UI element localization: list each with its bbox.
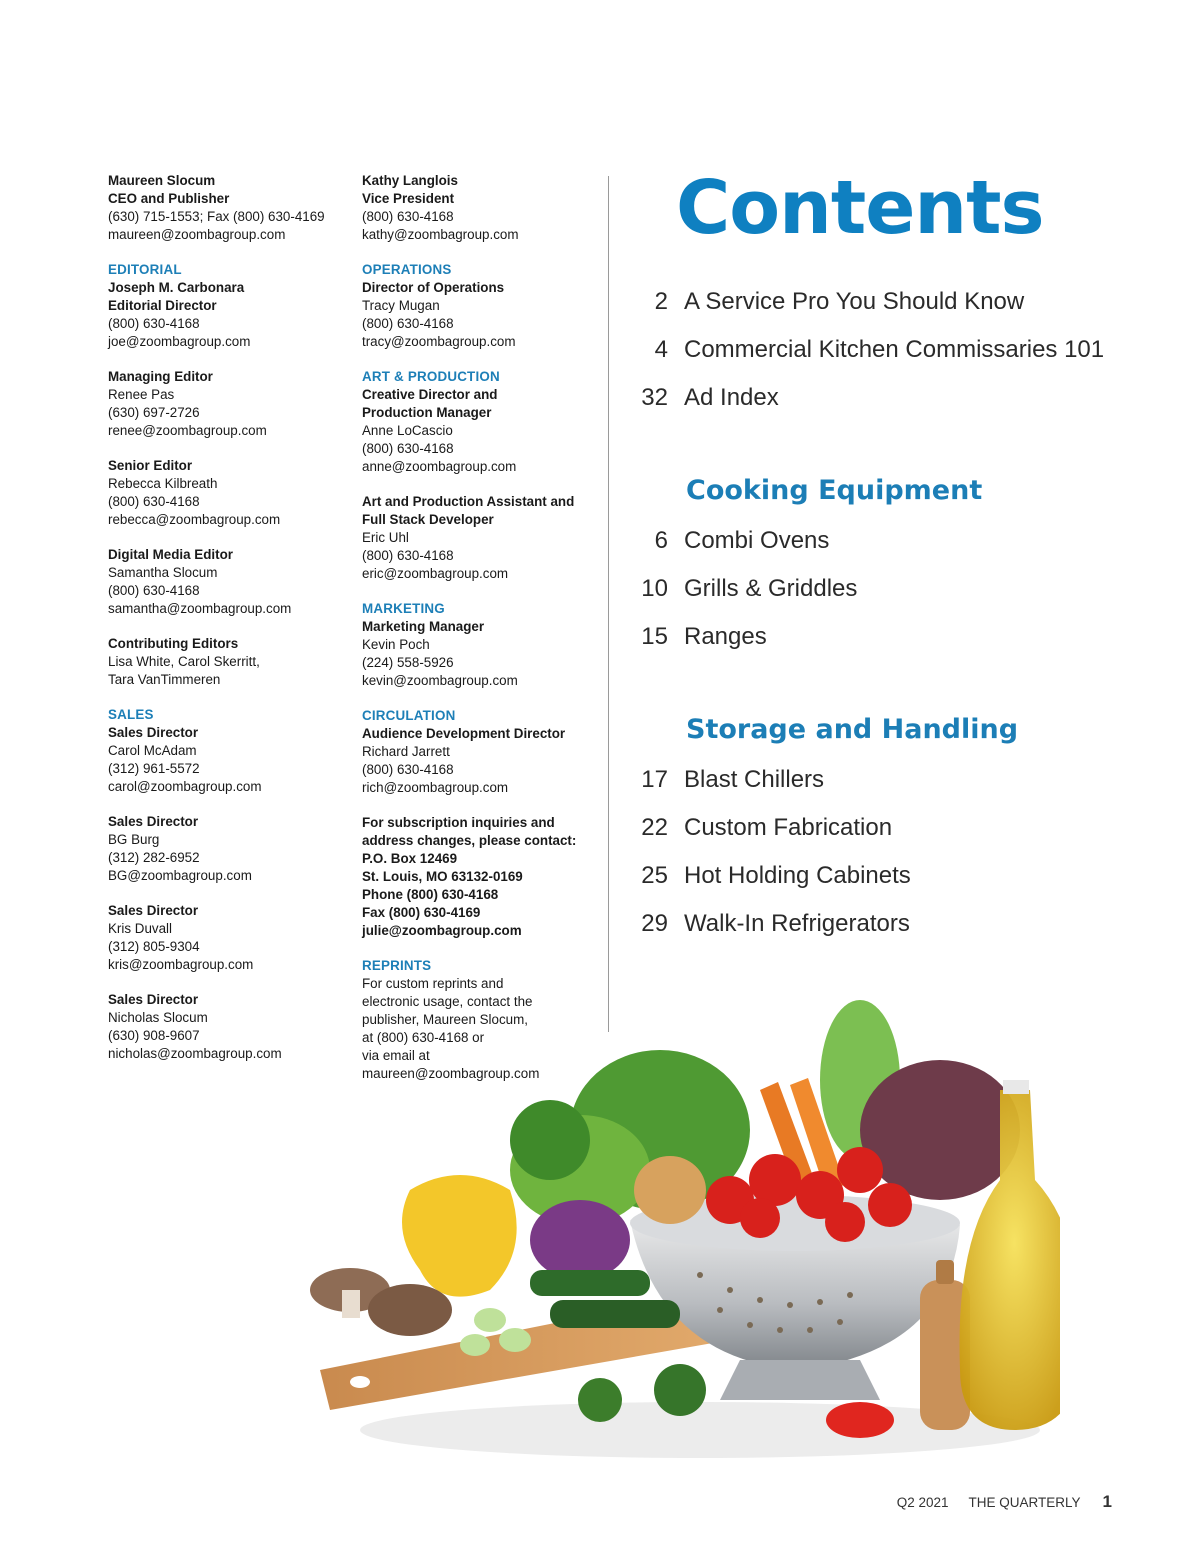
toc-page-number: 32	[641, 384, 668, 411]
masthead-line: Sales Director	[108, 903, 199, 918]
masthead-entry	[362, 172, 594, 244]
masthead-line: (630) 697-2726	[108, 405, 200, 420]
masthead-entry	[108, 368, 343, 440]
masthead-line: (312) 805-9304	[108, 939, 200, 954]
toc-section-heading-cooking: Cooking Equipment	[686, 475, 983, 506]
email-link[interactable]: kathy@zoombagroup.com	[362, 227, 519, 242]
toc-page-number: 29	[641, 910, 668, 937]
section-label: CIRCULATION	[362, 708, 456, 723]
masthead-entry	[362, 261, 594, 351]
masthead-line: Managing Editor	[108, 369, 213, 384]
toc-title: Blast Chillers	[684, 766, 825, 793]
section-label: EDITORIAL	[108, 262, 182, 277]
footer-issue: Q2 2021	[896, 1495, 949, 1510]
masthead-line: Joseph M. Carbonara	[108, 280, 245, 295]
masthead-line: via email at	[362, 1048, 430, 1063]
email-link[interactable]: BG@zoombagroup.com	[108, 868, 252, 883]
masthead-line: (800) 630-4168	[362, 762, 454, 777]
email-link[interactable]: julie@zoombagroup.com	[362, 923, 522, 938]
email-link[interactable]: kevin@zoombagroup.com	[362, 673, 518, 688]
masthead-line: (312) 961-5572	[108, 761, 200, 776]
masthead-line: Samantha Slocum	[108, 565, 218, 580]
section-label: OPERATIONS	[362, 262, 452, 277]
toc-item[interactable]	[620, 804, 1140, 852]
masthead-line: CEO and Publisher	[108, 191, 230, 206]
masthead-line: (630) 908-9607	[108, 1028, 200, 1043]
masthead-line: For subscription inquiries and	[362, 815, 555, 830]
masthead-line: Vice President	[362, 191, 455, 206]
masthead-entry	[108, 546, 343, 618]
masthead-line: (312) 282-6952	[108, 850, 200, 865]
toc-item[interactable]	[620, 278, 1140, 326]
masthead-line: Kris Duvall	[108, 921, 172, 936]
masthead-line: (800) 630-4168	[108, 494, 200, 509]
masthead-line: Senior Editor	[108, 458, 193, 473]
email-link[interactable]: renee@zoombagroup.com	[108, 423, 267, 438]
masthead-entry	[362, 814, 594, 940]
contents-title: Contents	[676, 165, 1044, 251]
email-link[interactable]: nicholas@zoombagroup.com	[108, 1046, 282, 1061]
toc-item[interactable]	[620, 756, 1140, 804]
toc-title: Commercial Kitchen Commissaries 101	[684, 336, 1105, 363]
masthead-line: Digital Media Editor	[108, 547, 233, 562]
masthead-line: Sales Director	[108, 814, 199, 829]
masthead-line: Phone (800) 630-4168	[362, 887, 499, 902]
masthead-line: Lisa White, Carol Skerritt,	[108, 654, 260, 669]
toc-page-number: 25	[641, 862, 668, 889]
email-link[interactable]: kris@zoombagroup.com	[108, 957, 254, 972]
masthead-line: Creative Director and	[362, 387, 498, 402]
masthead-line: For custom reprints and	[362, 976, 504, 991]
toc-page-number: 2	[654, 288, 668, 315]
masthead-line: Marketing Manager	[362, 619, 485, 634]
masthead-line: Kevin Poch	[362, 637, 430, 652]
masthead-line: Editorial Director	[108, 298, 217, 313]
masthead-line: Tracy Mugan	[362, 298, 440, 313]
email-link[interactable]: samantha@zoombagroup.com	[108, 601, 292, 616]
masthead-entry	[108, 813, 343, 885]
page-footer	[877, 1492, 1112, 1512]
masthead-line: BG Burg	[108, 832, 160, 847]
toc-title: Combi Ovens	[684, 527, 830, 554]
toc-item[interactable]	[620, 613, 1140, 661]
masthead-line: Fax (800) 630-4169	[362, 905, 481, 920]
footer-page-number: 1	[1102, 1492, 1112, 1511]
masthead-line: Tara VanTimmeren	[108, 672, 221, 687]
toc-item[interactable]	[620, 900, 1140, 948]
masthead-line: (800) 630-4168	[108, 583, 200, 598]
toc-storage-list	[620, 756, 1140, 948]
masthead-entry	[362, 600, 594, 690]
section-label: REPRINTS	[362, 958, 432, 973]
toc-cooking-list	[620, 517, 1140, 661]
toc-title: Custom Fabrication	[684, 814, 893, 841]
email-link[interactable]: rebecca@zoombagroup.com	[108, 512, 281, 527]
toc-item[interactable]	[620, 326, 1140, 374]
masthead-entry	[108, 457, 343, 529]
toc-item[interactable]	[620, 374, 1140, 422]
toc-title: Ranges	[684, 623, 767, 650]
masthead-entry	[362, 368, 594, 476]
toc-title: Grills & Griddles	[684, 575, 858, 602]
masthead-left-column	[108, 172, 343, 1080]
masthead-line: (630) 715-1553; Fax (800) 630-4169	[108, 209, 325, 224]
masthead-entry	[108, 706, 343, 796]
masthead-line: Kathy Langlois	[362, 173, 458, 188]
masthead-line: publisher, Maureen Slocum,	[362, 1012, 528, 1027]
toc-item[interactable]	[620, 852, 1140, 900]
masthead-line: St. Louis, MO 63132-0169	[362, 869, 523, 884]
masthead-line: Eric Uhl	[362, 530, 409, 545]
toc-title: Ad Index	[684, 384, 779, 411]
masthead-entry	[362, 707, 594, 797]
toc-title: Walk-In Refrigerators	[684, 910, 910, 937]
masthead-entry	[108, 635, 343, 689]
masthead-middle-column	[362, 172, 594, 1100]
column-divider	[608, 176, 609, 1032]
masthead-line: (800) 630-4168	[362, 441, 454, 456]
toc-main-list	[620, 278, 1140, 422]
section-label: ART & PRODUCTION	[362, 369, 500, 384]
masthead-line: (800) 630-4168	[362, 548, 454, 563]
toc-item[interactable]	[620, 517, 1140, 565]
masthead-line: Nicholas Slocum	[108, 1010, 208, 1025]
masthead-line: Renee Pas	[108, 387, 175, 402]
toc-title: A Service Pro You Should Know	[684, 288, 1025, 315]
masthead-entry	[108, 902, 343, 974]
email-link[interactable]: anne@zoombagroup.com	[362, 459, 517, 474]
masthead-entry	[362, 493, 594, 583]
masthead-line: electronic usage, contact the	[362, 994, 533, 1009]
email-link[interactable]: maureen@zoombagroup.com	[362, 1066, 540, 1081]
masthead-line: Anne LoCascio	[362, 423, 453, 438]
masthead-entry	[108, 172, 343, 244]
masthead-line: Full Stack Developer	[362, 512, 494, 527]
toc-page-number: 15	[641, 623, 668, 650]
masthead-line: Contributing Editors	[108, 636, 239, 651]
masthead-line: address changes, please contact:	[362, 833, 577, 848]
toc-page-number: 17	[641, 766, 668, 793]
masthead-line: Richard Jarrett	[362, 744, 450, 759]
email-link[interactable]: maureen@zoombagroup.com	[108, 227, 286, 242]
toc-item[interactable]	[620, 565, 1140, 613]
masthead-line: Audience Development Director	[362, 726, 566, 741]
email-link[interactable]: rich@zoombagroup.com	[362, 780, 509, 795]
email-link[interactable]: tracy@zoombagroup.com	[362, 334, 516, 349]
masthead-line: Sales Director	[108, 992, 199, 1007]
masthead-line: Director of Operations	[362, 280, 505, 295]
masthead-line: (800) 630-4168	[362, 316, 454, 331]
masthead-line: at (800) 630-4168 or	[362, 1030, 485, 1045]
masthead-line: (224) 558-5926	[362, 655, 454, 670]
toc-section-heading-storage: Storage and Handling	[686, 714, 1019, 745]
masthead-line: (800) 630-4168	[362, 209, 454, 224]
section-label: MARKETING	[362, 601, 445, 616]
masthead-line: P.O. Box 12469	[362, 851, 458, 866]
toc-title: Hot Holding Cabinets	[684, 862, 911, 889]
toc-page-number: 6	[654, 527, 668, 554]
masthead-line: (800) 630-4168	[108, 316, 200, 331]
masthead-line: Rebecca Kilbreath	[108, 476, 218, 491]
toc-page-number: 22	[641, 814, 668, 841]
footer-publication: THE QUARTERLY	[968, 1495, 1081, 1510]
section-label: SALES	[108, 707, 154, 722]
masthead-line: Art and Production Assistant and	[362, 494, 575, 509]
masthead-line: Maureen Slocum	[108, 173, 216, 188]
email-link[interactable]: joe@zoombagroup.com	[108, 334, 251, 349]
toc-page-number: 4	[654, 336, 668, 363]
masthead-entry	[108, 261, 343, 351]
masthead-line: Carol McAdam	[108, 743, 197, 758]
vegetables-photo	[300, 990, 1060, 1470]
email-link[interactable]: eric@zoombagroup.com	[362, 566, 509, 581]
masthead-line: Production Manager	[362, 405, 492, 420]
toc-page-number: 10	[641, 575, 668, 602]
masthead-line: Sales Director	[108, 725, 199, 740]
email-link[interactable]: carol@zoombagroup.com	[108, 779, 262, 794]
